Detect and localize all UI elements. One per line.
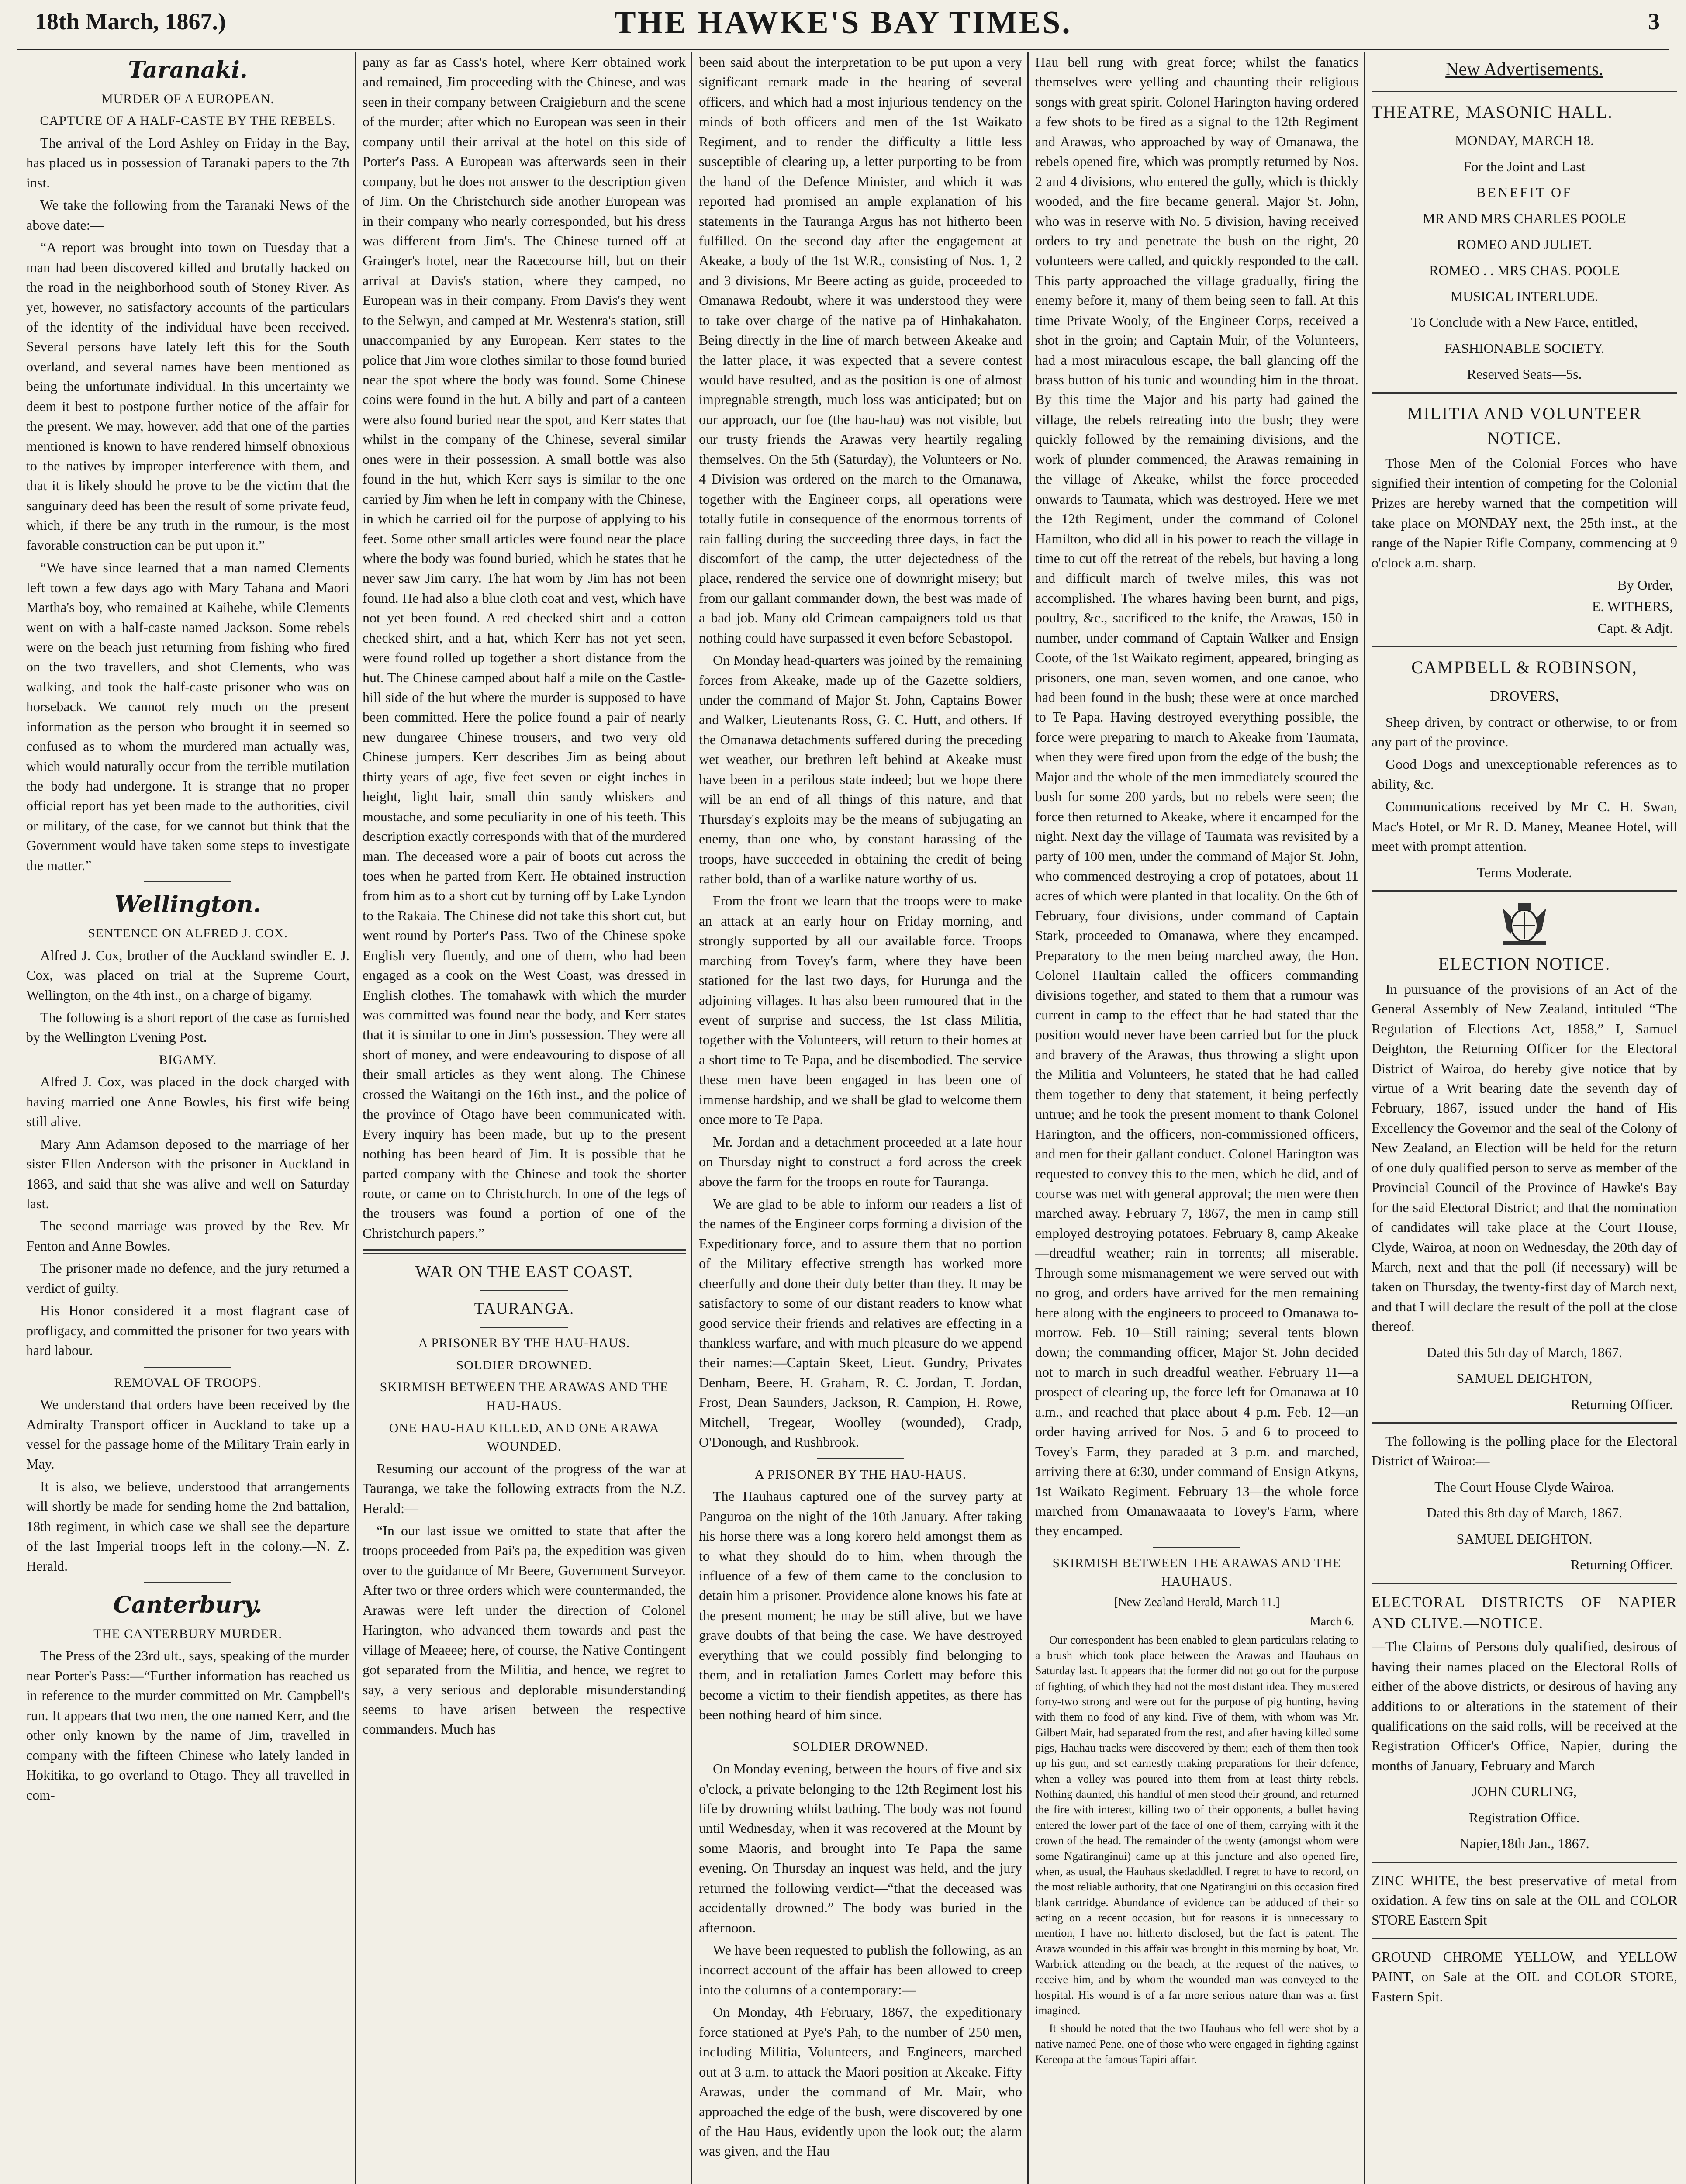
divider	[1153, 1547, 1240, 1548]
divider	[144, 1367, 231, 1368]
divider	[817, 1458, 904, 1459]
divider	[1372, 1862, 1677, 1863]
subheading: BIGAMY.	[159, 1052, 217, 1067]
subheading: CAPTURE OF A HALF-CASTE BY THE REBELS.	[40, 114, 336, 128]
divider	[363, 1249, 686, 1254]
subheading: SENTENCE ON ALFRED J. COX.	[88, 926, 288, 941]
subheading: REMOVAL OF TROOPS.	[114, 1375, 262, 1390]
ad-line: ROMEO AND JULIET.	[1457, 236, 1592, 252]
divider	[1372, 1422, 1677, 1424]
campbell-robinson-ad	[1372, 655, 1677, 882]
paragraph: It is also, we believe, understood that arrangements will shortly be made for sending home the 2nd battalion, 18th regiment, in which case we shall see the departure of the last Imperial troops left in the colony.—N. Z. Herald.	[26, 1478, 349, 1574]
subheading: SKIRMISH BETWEEN THE ARAWAS AND THE HAU-HAUS.	[380, 1380, 669, 1413]
ad-body: Good Dogs and unexceptionable references as to ability, &c.	[1372, 756, 1677, 792]
paragraph: We have been requested to publish the following, as an incorrect account of the affair has been allowed to creep into the columns of a contemporary:—	[699, 1942, 1022, 1997]
royal-coat-of-arms-icon	[1489, 899, 1559, 947]
ad-line: FASHIONABLE SOCIETY.	[1444, 340, 1605, 356]
ad-line: DROVERS,	[1490, 688, 1559, 704]
ad-body: The following is the polling place for the Electoral District of Wairoa:—	[1372, 1433, 1677, 1469]
ad-line: The Court House Clyde Wairoa.	[1434, 1479, 1614, 1495]
paragraph: The Press of the 23rd ult., says, speaking of the murder near Porter's Pass:—“Further information has reached us in reference to the murder committed on Mr. Campbell's run. It appears that two men, the one named Kerr, and the other only known by the name of Jim, travelled in company with the fifteen Chinese who lately landed in Hokitika, to go overland to Otago. They all travelled in com-	[26, 1648, 349, 1803]
column-1	[26, 52, 349, 2184]
paragraph: The second marriage was proved by the Rev. Mr Fenton and Anne Bowles.	[26, 1218, 349, 1254]
subheading: ONE HAU-HAU KILLED, AND ONE ARAWA WOUNDED.	[389, 1420, 660, 1454]
page-number: 3	[1648, 8, 1660, 35]
ad-line: Dated this 8th day of March, 1867.	[1427, 1505, 1622, 1521]
ad-line: Reserved Seats—5s.	[1467, 366, 1582, 382]
ad-line: Napier,18th Jan., 1867.	[1459, 1835, 1589, 1852]
paragraph: On Monday, 4th February, 1867, the expeditionary force stationed at Pye's Pah, to the number of 250 men, including Militia, Volunteers, and Engineers, marched out at 3 a.m. to attack the Maori position at Akeake. Fifty Arawas, under the command of Mr. Mair, who approached the edge of the bush, were discovered by one of the Hau Haus, evidently upon the look out; the alarm was given, and the Hau	[699, 2004, 1022, 2159]
militia-ad	[1372, 401, 1677, 639]
subheading: THE CANTERBURY MURDER.	[93, 1626, 282, 1641]
zinc-white-ad: ZINC WHITE, the best preservative of metal from oxidation. A few tins on sale at the OIL and COLOR STORE Eastern Spit	[1372, 1872, 1677, 1928]
ad-line: Returning Officer.	[1570, 1396, 1673, 1412]
ad-title: ELECTION NOTICE.	[1438, 954, 1611, 974]
paragraph: We take the following from the Taranaki News of the above date:—	[26, 197, 349, 233]
paragraph: been said about the interpretation to be put upon a very significant remark made in the hearing of several officers, and which had a most injurious tendency on the minds of both officers and men of the 1st Waikato Regiment, and to render the difficulty a little less susceptible of clearing up, a letter purporting to be from the hand of the Defence Minister, and which it was reported had promised an ample explanation of his statements in the Tauranga Argus has not hitherto been fulfilled. On the second day after the engagement at Akeake, a body of the 1st W.R., consisting of Nos. 1, 2 and 3 divisions, Mr Beere acting as guide, proceeded to Omanawa Redoubt, where it was understood they were to take over charge of the native pa of Hinhakahaton. Being directly in the line of march between Akeake and the latter place, it was expected that a severe contest would have resulted, and as the position is one of almost impregnable strength, much loss was anticipated; but on our approach, our foe (the hau-hau) was not visible, but our trusty friends the Arawas very heartily regaling themselves. On the 5th (Saturday), the Volunteers or No. 4 Division was ordered on the march to the Omanawa, together with the Engineer corps, all operations were totally futile in consequence of the enormous torrents of rain falling during the succeeding three days, in fact the discomfort of the camp, the utter dejectedness of the place, rendered the service one of downright misery; but from our gallant commander down, the best was made of a bad job. Many old Crimean campaigners told us that nothing could have surpassed it even before Sebastopol.	[699, 54, 1022, 646]
paragraph: Alfred J. Cox, brother of the Auckland swindler E. J. Cox, was placed on trial at the Supreme Court, Wellington, on the 4th inst., on a charge of bigamy.	[26, 947, 349, 1003]
electoral-districts-ad	[1372, 1592, 1677, 1854]
subheading: SOLDIER DROWNED.	[456, 1358, 592, 1372]
paragraph: Alfred J. Cox, was placed in the dock charged with having married one Anne Bowles, his first wife being still alive.	[26, 1074, 349, 1130]
divider	[144, 1582, 231, 1583]
ad-line: MONDAY, MARCH 18.	[1455, 132, 1594, 149]
theatre-ad	[1372, 100, 1677, 384]
paragraph: Resuming our account of the progress of the war at Tauranga, we take the following extracts from the N.Z. Herald:—	[363, 1460, 686, 1516]
paragraph: Our correspondent has been enabled to glean particulars relating to a brush which took place between the Arawas and Hauhaus on Saturday last. It appears that the former did not go out for the purpose of fighting, of which they had not the most distant idea. They mustered forty-two strong and were out for the purpose of pig hunting, having with them no food of any kind. Five of them, with whom was Mr. Gilbert Mair, had separated from the rest, and after having killed some pigs, Hauhau tracks were discovered by them; each of them then took up his gun, and set earnestly making preparations for their defence, when a volley was poured into them from at least thirty rebels. Nothing daunted, this handful of men stood their ground, and returned the fire with interest, killing two of their opponents, a bullet having entered the lower part of the face of one of them, carrying with it the crown of the head. The remainder of the twenty (amongst whom were some Ngatiranginui) came up at this juncture and also opened fire, when, as usual, the Hauhaus skedaddled. I regret to have to record, on the most reliable authority, that one Ngatirangiui on this occasion fired blank cartridge. Abundance of evidence can be adduced of their so acting on a recent occasion, but for reasons it is unnecessary to mention, I have not hitherto disclosed, but the fact is patent. The Arawa wounded in this affair was brought in this morning by boat, Mr. Warbrick attending on the beach, at the request of the natives, to receive him, and by whom the wounded man was conveyed to the hospital. His wound is of a far more serious nature than was at first imagined.	[1035, 1633, 1358, 2017]
column-rule	[355, 52, 356, 2184]
column-rule	[1027, 52, 1029, 2184]
masthead	[17, 0, 1669, 50]
section-heading-wellington: Wellington.	[114, 891, 261, 918]
paragraph: On Monday head-quarters was joined by the remaining forces from Akeake, made up of the Gazette soldiers, under the command of Major St. John, Captains Bower and Walker, Lieutenants Ross, G. C. Hutt, and others. If the Omanawa detachments suffered during the preceding wet weather, our brethren left behind at Akeake must have been in a perilous state indeed; but we hope there will be an end of all things of this nature, and that Thursday's exploits may be the means of subjugating an enemy, than one who, by constant harassing of the troops, have succeeded in obtaining the credit of being rather bold, than of a warlike nature worthy of us.	[699, 652, 1022, 886]
paragraph: The arrival of the Lord Ashley on Friday in the Bay, has placed us in possession of Taranaki papers to the 7th inst.	[26, 135, 349, 190]
divider	[1372, 91, 1677, 92]
paragraph: “We have since learned that a man named Clements left town a few days ago with Mary Tahana and Maori Martha's boy, who remained at Kaihehe, while Clements went on with a half-caste named Jackson. Some rebels were on the beach just returning from fishing who fired on the two travellers, and shot Clements, who was walking, and took the half-caste prisoner who was on horseback. We cannot rely much on the present information as the person who brought it in seemed so confused as to whom the murdered man actually was, which would naturally occur from the terrible mutilation the body had undergone. It is strange that no proper official report has yet been made to the authorities, civil or military, of the case, for we cannot but think that the Government would have taken some steps to investigate the matter.”	[26, 560, 349, 873]
paragraph: Mr. Jordan and a detachment proceeded at a late hour on Thursday night to construct a ford across the creek above the farm for the troops en route for Tauranga.	[699, 1133, 1022, 1189]
paragraph: It should be noted that the two Hauhaus who fell were shot by a native named Pene, one of those who were engaged in fighting against Kereopa at the famous Tapiri affair.	[1035, 2022, 1358, 2066]
ad-line: MUSICAL INTERLUDE.	[1450, 288, 1599, 304]
subheading: SKIRMISH BETWEEN THE ARAWAS AND THE HAUHAUS.	[1052, 1555, 1341, 1589]
ad-title: CAMPBELL & ROBINSON,	[1411, 657, 1638, 677]
divider	[1372, 1583, 1677, 1584]
divider	[1372, 646, 1677, 647]
ad-body: Those Men of the Colonial Forces who have signified their intention of competing for the Colonial Prizes are hereby warned that the competition will take place on MONDAY next, the 25th inst., at the range of the Napier Rifle Company, commencing at 9 o'clock a.m. sharp.	[1372, 455, 1677, 570]
subheading: A PRISONER BY THE HAU-HAUS.	[754, 1467, 967, 1482]
divider	[480, 1327, 568, 1328]
divider	[1372, 392, 1677, 394]
paragraph: The Hauhaus captured one of the survey party at Panguroa on the night of the 10th January. After taking his horse there was a long korero held amongst them as to what they should do to him, when through the influence of a few of them came to the conclusion to detain him a prisoner. Providence alone knows his fate at the present moment; he may be still alive, but we have grave doubts of that being the case. We have destroyed everything that we could possibly find belonging to them, and in retaliation James Corlett may before this become a victim to their fiendish appetites, as there has been nothing heard of him since.	[699, 1488, 1022, 1723]
divider	[1372, 1938, 1677, 1939]
ad-line: MR AND MRS CHARLES POOLE	[1423, 210, 1626, 226]
ad-line: By Order,	[1617, 577, 1673, 593]
paragraph: pany as far as Cass's hotel, where Kerr obtained work and remained, Jim proceeding with the Chinese, and was seen in their company between Craigieburn and the scene of the murder; after which no European was seen in their company until their arrival at the hotel on this side of Porter's Pass. A European was afterwards seen in their company, but he does not answer to the description given of Jim. On the Christchurch side another European was in their company who nearly corresponded, but his dress was different from Jim's. The Chinese turned off at Grainger's hotel, near the Racecourse hill, but on their arrival at Davis's station, where they camped, no European was in their company. From Davis's they went to the Selwyn, and camped at Mr. Westenra's station, still unaccompanied by any European. Kerr states to the police that Jim wore clothes similar to those found buried near the spot where the body was found. Some Chinese coins were found in the hut. A billy and part of a canteen were also found buried near the spot, and Kerr states that whilst in the company of the Chinese, several similar ones were in their possession. A small bottle was also found in the hut, which Kerr says is similar to the one carried by Jim when he left in company with the Chinese, in which he carried oil for the purpose of applying to his feet. Some other small articles were found near the place where the body was found buried, which he states that he never saw Jim carry. The hat worn by Jim has not been found. He had also a blue cloth coat and vest, which have not yet been found. A red checked shirt and a cotton checked shirt, and a hat, which Kerr has not yet seen, were found rolled up together a short distance from the hut. The Chinese camped about half a mile on the Castle-hill side of the hut where the murder is supposed to have been committed. Here the police found a pair of nearly new dungaree Chinese trousers, and two very old Chinese jumpers. Kerr describes Jim as being about thirty years of age, five feet seven or eight inches in height, light hair, small thin sandy whiskers and moustache, and some peculiarity in one of his teeth. This description exactly corresponds with that of the murdered man. The deceased wore a pair of boots cut across the toes when he parted from Kerr. He obtained instruction from him as to a short cut by turning off by Lake Lyndon to the Rakaia. The Chinese did not take this short cut, but went round by Porter's Pass. Two of the Chinese spoke English very fluently, and one of them, who had been engaged as a cook on the West Coast, was dressed in English clothes. The tomahawk with which the murder was committed was found near the body, and Kerr states that it is similar to one in Jim's possession. They were all short of money, and were endeavouring to dispose of all their small articles as they went along. The Chinese crossed the Waitangi on the 16th inst., and the police of the province of Otago have been communicated with. Every inquiry has been made, but up to the present nothing has been heard of Jim. It is possible that he parted company with the Chinese and took the shorter route, or came on to Christchurch. In one of the legs of the trousers was found a portion of one of the Christchurch papers.”	[363, 54, 686, 1241]
column-3	[699, 52, 1022, 2184]
ad-body: —The Claims of Persons duly qualified, desirous of having their names placed on the Electoral Rolls of either of the above districts, or desirous of having any additions to or alterations in the statement of their qualifications on the said rolls, will be received at the Registration Officer's Office, Napier, during the months of January, February and March	[1372, 1638, 1677, 1773]
ad-line: Terms Moderate.	[1476, 864, 1572, 880]
paragraph: His Honor considered it a most flagrant case of profligacy, and committed the prisoner for two years with hard labour.	[26, 1303, 349, 1358]
column-4	[1035, 52, 1358, 2184]
section-heading-war: WAR ON THE EAST COAST.	[415, 1263, 633, 1282]
advertisements-header: New Advertisements.	[1445, 59, 1603, 79]
paragraph: The following is a short report of the case as furnished by the Wellington Evening Post.	[26, 1009, 349, 1045]
election-notice-ad	[1372, 952, 1677, 1575]
paragraph: We are glad to be able to inform our readers a list of the names of the Engineer corps forming a division of the Expeditionary force, and to assure them that no portion of the Military effective strength has worked more cheerfully and done their duty better than they. It may be satisfactory to some of our distant readers to know what good service their friends and relatives are effecting in a thankless warfare, and with much pleasure do we append their names:—Captain Skeet, Lieut. Gundry, Privates Denham, Beere, H. Graham, R. C. Jordan, T. Jordan, Frost, Dean Saunders, Jackson, R. Campion, H. Rowe, Mitchell, Tregear, Woolley (wounded), Cradp, O'Donough, and Rushbrook.	[699, 1196, 1022, 1450]
ad-line: ROMEO . . MRS CHAS. POOLE	[1429, 262, 1620, 278]
ad-line: BENEFIT OF	[1476, 184, 1572, 200]
dateline: March 6.	[1309, 1614, 1354, 1628]
ad-line: SAMUEL DEIGHTON.	[1456, 1531, 1593, 1547]
subheading: TAURANGA.	[474, 1299, 574, 1318]
divider	[144, 881, 231, 882]
column-rule	[1364, 52, 1365, 2184]
ad-line: SAMUEL DEIGHTON,	[1456, 1370, 1593, 1386]
paragraph: “In our last issue we omitted to state that after the troops proceeded from Pai's pa, the expedition was given over to the guidance of Mr Beere, Government Surveyor. After two or three orders which were countermanded, the Arawas were left under the direction of Colonel Harington, who advanced them towards and past the village of Meaeee; here, of course, the Native Contingent got separated from the Militia, and hence, we regret to say, a very serious and deplorable misunderstanding seems to have arisen between the respective commanders. Much has	[363, 1523, 686, 1737]
ad-line: To Conclude with a New Farce, entitled,	[1411, 314, 1638, 330]
ad-title: ELECTORAL DISTRICTS OF NAPIER AND CLIVE.—NOTICE.	[1372, 1594, 1677, 1631]
paragraph: From the front we learn that the troops were to make an attack at an early hour on Friday morning, and strongly supported by all our available force. Troops marching from Tovey's farm, where they have been stationed for the last two days, for Hurunga and the adjoining villages. It has also been rumoured that in the event of surprise and success, the 1st class Militia, together with the Volunteers, will return to their homes at a short time to Te Papa, and be disembodied. The service these men have been engaged in has been one of immense hardship, and we shall be glad to welcome them once more to Te Papa.	[699, 893, 1022, 1127]
ad-body: In pursuance of the provisions of an Act of the General Assembly of New Zealand, intituled “The Regulation of Elections Act, 1858,” I, Samuel Deighton, the Returning Officer for the Electoral District of Wairoa, do hereby give notice that by virtue of a Writ bearing date the seventh day of February, 1867, issued under the hand of His Excellency the Governor and the seal of the Colony of New Zealand, an Election will be held for the return of one duly qualified person to serve as member of the Provincial Council of the Province of Hawke's Bay for the said Electoral District; and that the nomination of candidates will take place at the Court House, Clyde, Wairoa, at noon on Wednesday, the 20th day of March, next and that the poll (if necessary) will be taken on Thursday, the twenty-first day of March next, and that I will declare the result of the poll at the close thereof.	[1372, 981, 1677, 1334]
source-line: [New Zealand Herald, March 11.]	[1114, 1596, 1280, 1609]
newspaper-title: THE HAWKE'S BAY TIMES.	[614, 5, 1072, 41]
ad-title: THEATRE, MASONIC HALL.	[1372, 102, 1613, 122]
section-heading-canterbury: Canterbury.	[113, 1592, 263, 1619]
paragraph: “A report was brought into town on Tuesday that a man had been discovered killed and brutally hacked on the road in the neighborhood south of Stoney River. As yet, however, no satisfactory accounts of the particulars of the identity of the individual have been received. Several persons have lately left this for the South overland, and several names have been mentioned as being the unfortunate individual. In this uncertainty we deem it best to postpone further notice of the affair for the present. We may, however, add that one of the parties mentioned is known to have rendered himself obnoxious to the natives by improper interference with them, and that it is likely should he prove to be the victim that the sanguinary deed has been the result of some private feud, which, if there be any truth in the rumour, is the most favorable construction can be put upon it.”	[26, 239, 349, 553]
ad-line: For the Joint and Last	[1463, 158, 1586, 174]
subheading: A PRISONER BY THE HAU-HAUS.	[418, 1336, 630, 1351]
issue-date: 18th March, 1867.)	[35, 8, 226, 35]
paragraph: The prisoner made no defence, and the jury returned a verdict of guilty.	[26, 1260, 349, 1296]
divider	[480, 1290, 568, 1291]
ad-line: Returning Officer.	[1570, 1557, 1673, 1573]
section-heading-taranaki: Taranaki.	[128, 57, 248, 83]
paragraph: We understand that orders have been received by the Admiralty Transport officer in Auckland to take up a vessel for the passage home of the Military Train early in May.	[26, 1396, 349, 1472]
chrome-yellow-ad: GROUND CHROME YELLOW, and YELLOW PAINT, on Sale at the OIL and COLOR STORE, Eastern Spit.	[1372, 1949, 1677, 2004]
ad-line: Registration Office.	[1469, 1809, 1580, 1825]
divider	[1372, 890, 1677, 892]
column-5-advertisements	[1372, 52, 1677, 2184]
subheading: MURDER OF A EUROPEAN.	[101, 91, 275, 106]
ad-body: Sheep driven, by contract or otherwise, to or from any part of the province.	[1372, 714, 1677, 750]
ad-line: JOHN CURLING,	[1472, 1783, 1577, 1800]
paragraph: On Monday evening, between the hours of five and six o'clock, a private belonging to the 12th Regiment lost his life by drowning whilst bathing. The body was not found until Wednesday, when it was recovered at the Mount by some Maoris, and brought into Te Papa the same evening. On Thursday an inquest was held, and the jury returned the following verdict—“that the deceased was accidentally drowned.” The body was buried in the afternoon.	[699, 1761, 1022, 1935]
column-rule	[691, 52, 692, 2184]
ad-line: Dated this 5th day of March, 1867.	[1427, 1344, 1622, 1360]
ad-body: Communications received by Mr C. H. Swan, Mac's Hotel, or Mr R. D. Maney, Meanee Hotel, will meet with prompt attention.	[1372, 798, 1677, 854]
ad-title: MILITIA AND VOLUNTEER NOTICE.	[1407, 403, 1642, 448]
column-2	[363, 52, 686, 2184]
paragraph: Hau bell rung with great force; whilst the fanatics themselves were yelling and chaunting their religious songs with great spirit. Colonel Harington having ordered a few shots to be fired as a signal to the 12th Regiment and Arawas, who approached by way of Omanawa, the rebels opened fire, which was promptly returned by Nos. 2 and 4 divisions, who entered the gully, which is thickly wooded, and the fire became general. Major St. John, who was in reserve with No. 5 division, having received orders to try and penetrate the bush on the right, 20 volunteers were called, and quickly responded to the call. This party approached the village gradually, firing the enemy before it, many of them being seen to fall. At this time Private Wooly, of the Engineer Corps, received a shot in the groin; and Captain Muir, of the Volunteers, had a most miraculous escape, the ball glancing off the brass button of his tunic and wounding him in the throat. By this time the Major and his party had gained the village, the rebels retreating into the bush; they were quickly followed by the remaining divisions, and the work of plunder commenced, the Arawas remaining in the village of Akeake, whilst the force proceeded onwards to Taumata, which was destroyed. Here we met the 12th Regiment, under the command of Colonel Hamilton, who did all in his power to reach the village in time to cut off the retreat of the rebels, but having a long and difficult march of twelve miles, this was not accomplished. The whares having been burnt, and pigs, poultry, &c., sacrificed to the knife, the Arawas, 150 in number, under command of Captain Walker and Ensign Coote, of the 1st Waikato regiment, appeared, bringing as prisoners, one man, seven women, and one canoe, who had been found in the bush; these were at once marched to Te Papa. Having destroyed everything possible, the force were preparing to march to Akeake from Taumata, when they were fired upon from the edge of the bush; the Major and the whole of the men immediately scoured the bush for some 200 yards, but no rebels were seen; the force then returned to Akeake, where it encamped for the night. Next day the village of Taumata was revisited by a party of 100 men, under the command of Major St. John, who commenced destroying a crop of potatoes, about 11 acres of which were planted in that locality. On the 6th of February, four divisions, under command of Captain Stark, proceeded to Omanawa, where they encamped. Preparatory to the men being marched away, the Hon. Colonel Haultain called the officers commanding divisions together, and stated to them that a rumour was current in camp to the effect that he had stated that the position would never have been carried but for the pluck and bravery of the Arawas, thus throwing a slight upon the Militia and Volunteers, he stated that he had called them together to deny that statement, it being perfectly untrue; and he took the present moment to thank Colonel Harington, and the officers, non-commissioned officers, and men for their gallant conduct. Colonel Harington was requested to convey this to the men, which he did, and of course was met with general approval; the men were then marched away. February 7, 1867, the men in camp still employed destroying potatoes. February 8, camp Akeake—dreadful weather; rain in torrents; all miserable. Through some mismanagement we were served out with no grog, and orders have arrived for the men remaining here along with the engineers to proceed to Omanawa to-morrow. Feb. 10—Still raining; several tents blown down; the commanding officer, Major St. John decided not to march in such dreadful weather. February 11—a prospect of clearing up, the force left for Omanawa at 10 a.m., and reached that place about 4 p.m. Feb. 12—an order having arrived for Nos. 5 and 6 to proceed to Tovey's Farm, they paraded at 3 p.m. and marched, arriving there at 6:30, under command of Ensign Atkyns, 1st Waikato Regiment. February 13—the whole force marched from Omanawaaata to Tovey's Farm, where they encamped.	[1035, 54, 1358, 1539]
paragraph: Mary Ann Adamson deposed to the marriage of her sister Ellen Anderson with the prisoner in Auckland in 1863, and said that she was alive and well on Saturday last.	[26, 1136, 349, 1212]
ad-line: E. WITHERS,	[1592, 598, 1673, 615]
subheading: SOLDIER DROWNED.	[792, 1739, 929, 1754]
ad-line: Capt. & Adjt.	[1597, 620, 1673, 636]
